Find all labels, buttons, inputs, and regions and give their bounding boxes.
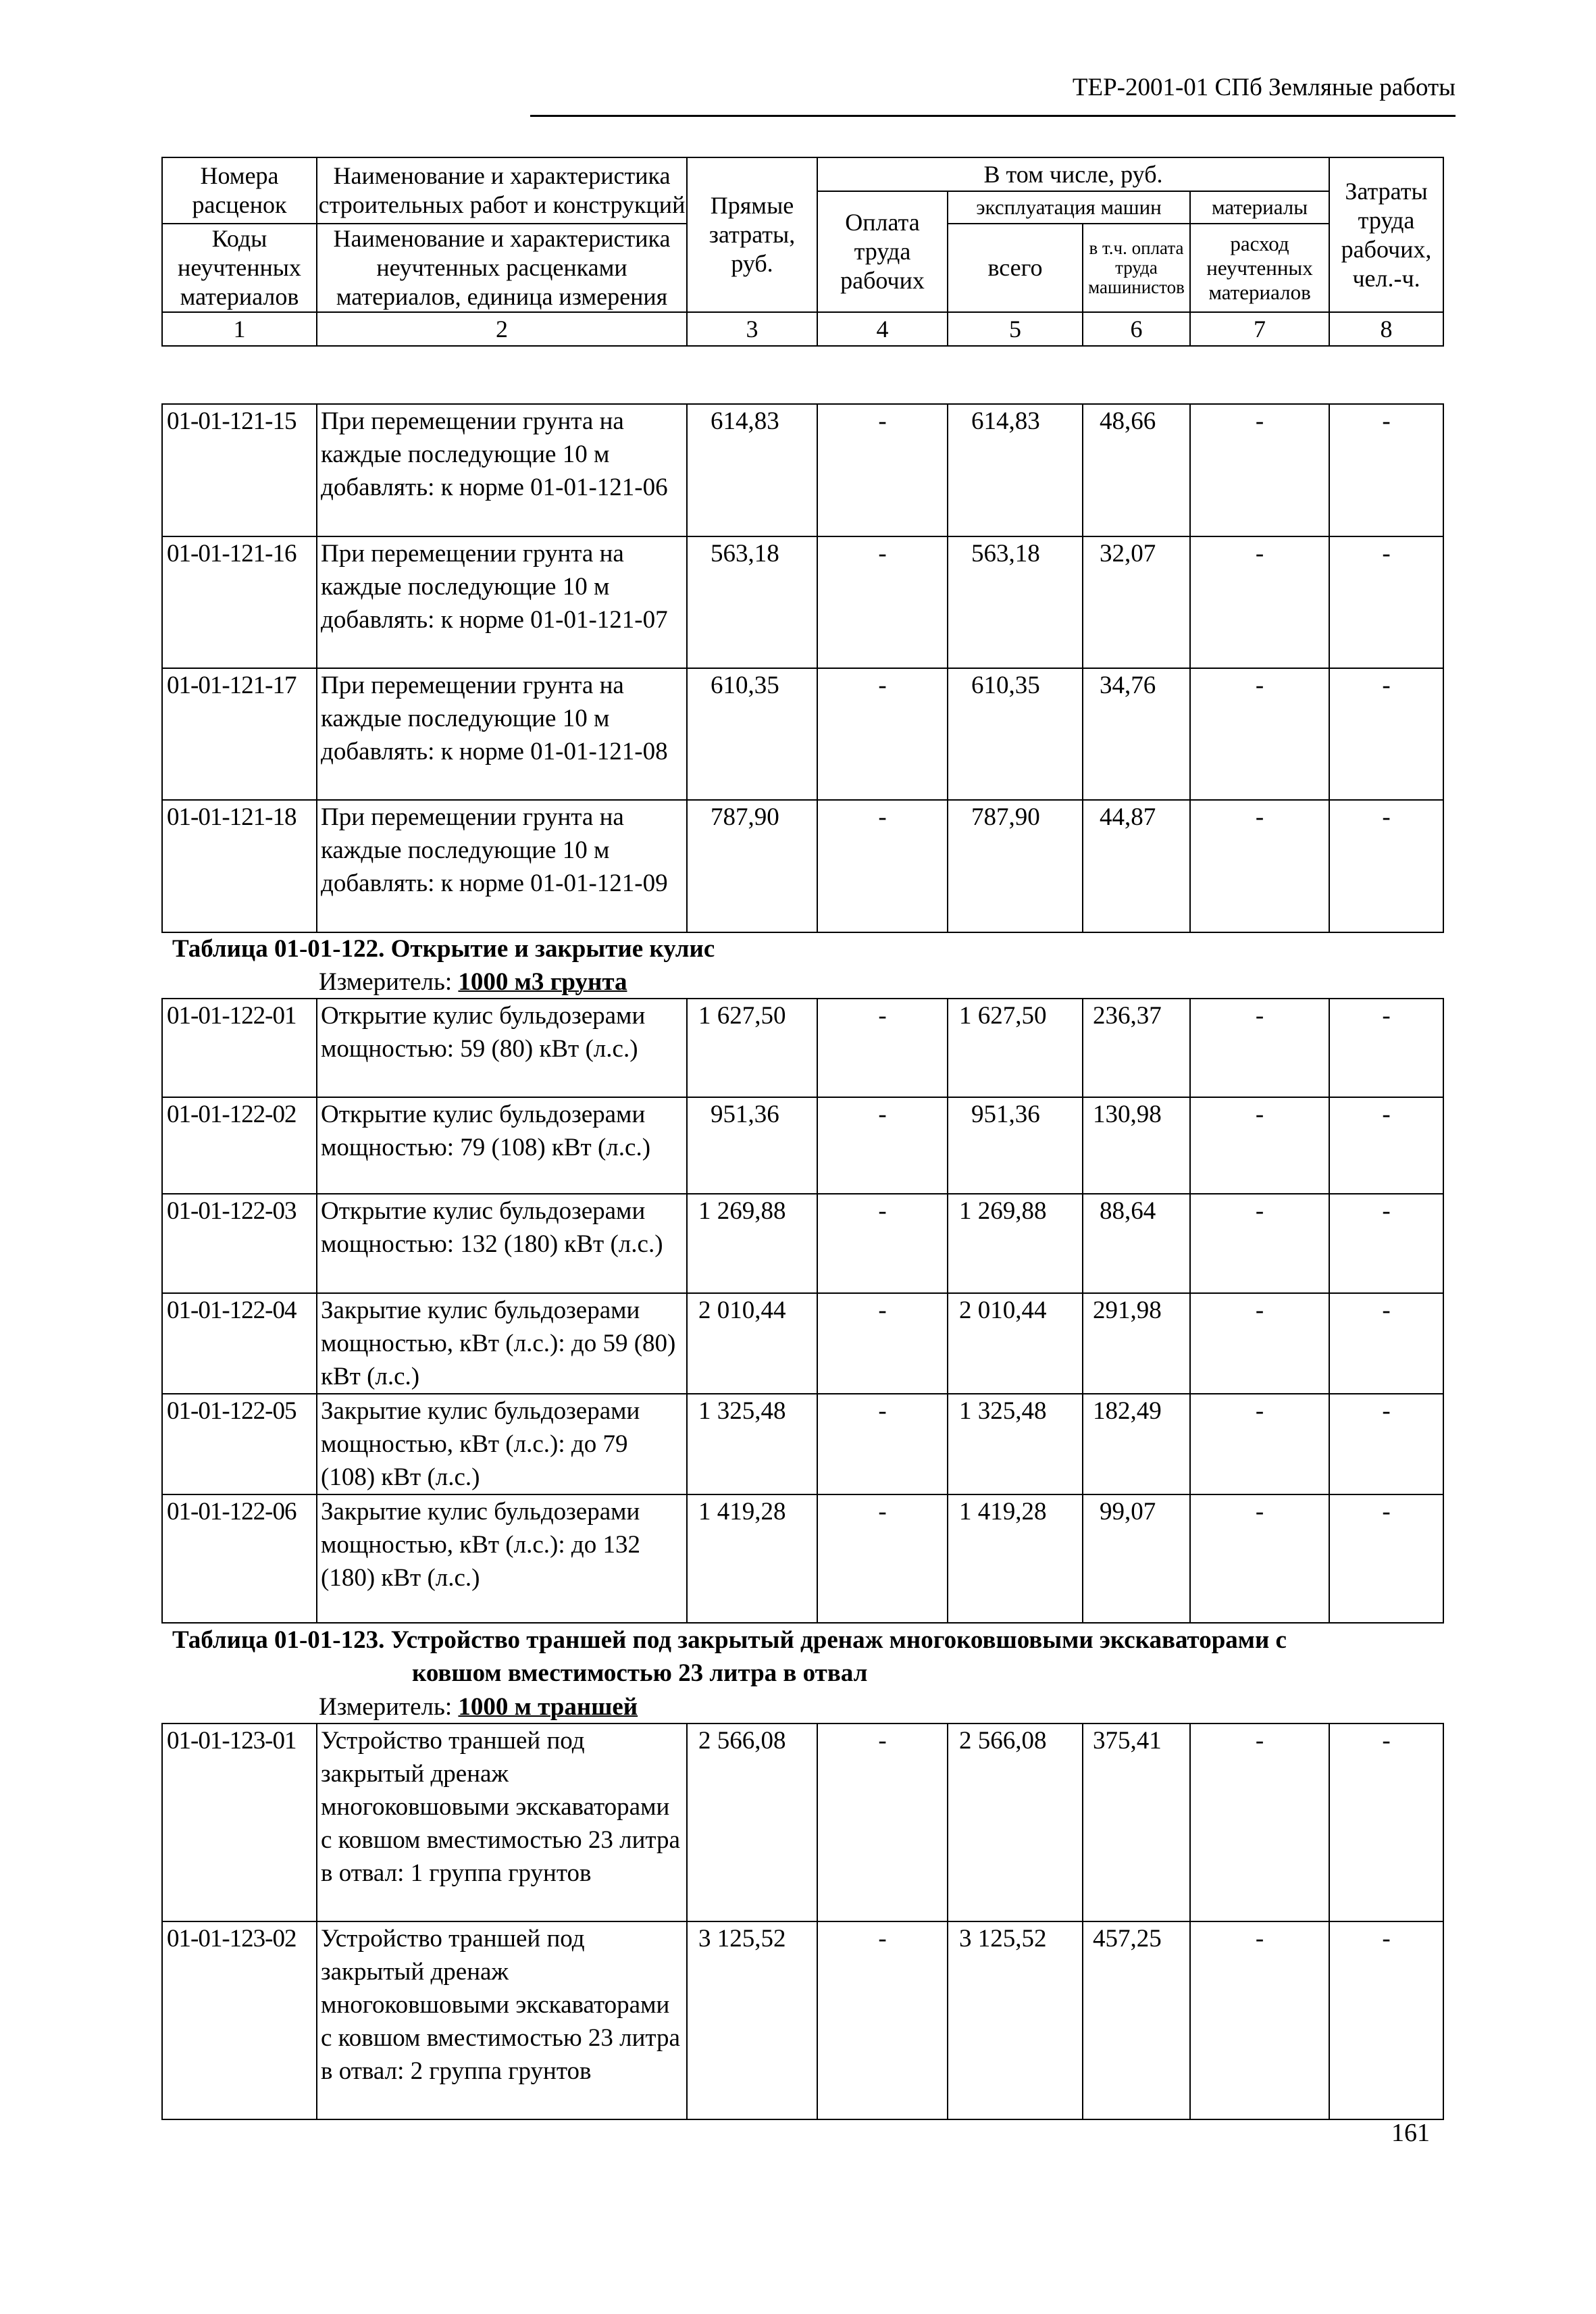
column-number-2: 2 xyxy=(317,312,687,346)
work-description: Закрытие кулис бульдозерами мощностью, кВт (л.с.): до 59 (80) кВт (л.с.) xyxy=(317,1293,687,1394)
labor-pay: - xyxy=(817,800,948,932)
labor-pay: - xyxy=(817,1724,948,1921)
table-row xyxy=(162,999,1443,1097)
column-header-table xyxy=(161,157,1444,347)
machinists-pay: 291,98 xyxy=(1083,1293,1190,1394)
materials-cost: - xyxy=(1190,1293,1329,1394)
labor-hours: - xyxy=(1329,1921,1443,2119)
rate-code: 01-01-121-15 xyxy=(162,404,317,536)
direct-cost: 1 325,48 xyxy=(687,1394,817,1494)
materials-cost: - xyxy=(1190,1097,1329,1194)
labor-hours: - xyxy=(1329,800,1443,932)
work-description: Закрытие кулис бульдозерами мощностью, кВт (л.с.): до 79 (108) кВт (л.с.) xyxy=(317,1394,687,1494)
work-description: При перемещении грунта на каждые последующие 10 м добавлять: к норме 01-01-121-08 xyxy=(317,668,687,800)
materials-cost: - xyxy=(1190,536,1329,668)
rates-table-122 xyxy=(161,998,1444,1624)
col1-bottom-header: Коды неучтенных материалов xyxy=(162,224,317,312)
column-number-3: 3 xyxy=(687,312,817,346)
table-122-measure xyxy=(319,967,627,997)
included-group-header: В том числе, руб. xyxy=(817,157,1329,191)
column-number-6: 6 xyxy=(1083,312,1190,346)
labor-hours: - xyxy=(1329,1097,1443,1194)
labor-pay: - xyxy=(817,1494,948,1623)
machines-total: 2 010,44 xyxy=(948,1293,1083,1394)
column-number-4: 4 xyxy=(817,312,948,346)
column-number-1: 1 xyxy=(162,312,317,346)
labor-pay: - xyxy=(817,1394,948,1494)
col3-header: Прямые затраты, руб. xyxy=(687,157,817,312)
direct-cost: 563,18 xyxy=(687,536,817,668)
direct-cost: 787,90 xyxy=(687,800,817,932)
table-122-title: Таблица 01-01-122. Открытие и закрытие кулис xyxy=(172,935,715,963)
machinists-pay: 375,41 xyxy=(1083,1724,1190,1921)
direct-cost: 3 125,52 xyxy=(687,1921,817,2119)
rate-code: 01-01-123-02 xyxy=(162,1921,317,2119)
rate-code: 01-01-122-01 xyxy=(162,999,317,1097)
labor-hours: - xyxy=(1329,999,1443,1097)
machines-total: 951,36 xyxy=(948,1097,1083,1194)
materials-cost: - xyxy=(1190,800,1329,932)
column-number-5: 5 xyxy=(948,312,1083,346)
labor-pay: - xyxy=(817,1097,948,1194)
machinists-pay: 130,98 xyxy=(1083,1097,1190,1194)
materials-cost: - xyxy=(1190,1724,1329,1921)
table-row xyxy=(162,1494,1443,1623)
labor-pay: - xyxy=(817,1293,948,1394)
rates-table-123 xyxy=(161,1723,1444,2120)
table-123-title-line1: Таблица 01-01-123. Устройство траншей под закрытый дренаж многоковшовыми экскаваторами с xyxy=(172,1626,1287,1654)
direct-cost: 1 269,88 xyxy=(687,1194,817,1293)
col4-header: Оплата труда рабочих xyxy=(817,191,948,312)
rate-code: 01-01-122-05 xyxy=(162,1394,317,1494)
measure-value: 1000 м траншей xyxy=(458,1693,638,1721)
work-description: Открытие кулис бульдозерами мощностью: 132 (180) кВт (л.с.) xyxy=(317,1194,687,1293)
direct-cost: 1 627,50 xyxy=(687,999,817,1097)
rate-code: 01-01-122-02 xyxy=(162,1097,317,1194)
machines-total: 787,90 xyxy=(948,800,1083,932)
labor-pay: - xyxy=(817,1921,948,2119)
page-number: 161 xyxy=(1391,2119,1430,2147)
rate-code: 01-01-123-01 xyxy=(162,1724,317,1921)
table-row xyxy=(162,404,1443,536)
table-row xyxy=(162,1293,1443,1394)
work-description: При перемещении грунта на каждые последующие 10 м добавлять: к норме 01-01-121-06 xyxy=(317,404,687,536)
work-description: Устройство траншей под закрытый дренаж многоковшовыми экскаваторами с ковшом вместимостью 23 литра в отвал: 1 группа грунтов xyxy=(317,1724,687,1921)
labor-pay: - xyxy=(817,404,948,536)
col2-top-header: Наименование и характеристика строительных работ и конструкций xyxy=(317,157,687,224)
rate-code: 01-01-122-04 xyxy=(162,1293,317,1394)
table-row xyxy=(162,800,1443,932)
rate-code: 01-01-122-06 xyxy=(162,1494,317,1623)
machines-total: 563,18 xyxy=(948,536,1083,668)
labor-hours: - xyxy=(1329,1293,1443,1394)
labor-hours: - xyxy=(1329,536,1443,668)
machinists-pay: 236,37 xyxy=(1083,999,1190,1097)
rates-table-121 xyxy=(161,403,1444,933)
column-number-8: 8 xyxy=(1329,312,1443,346)
col7-header: расход неучтенных материалов xyxy=(1190,224,1329,312)
table-row xyxy=(162,1724,1443,1921)
direct-cost: 610,35 xyxy=(687,668,817,800)
machinists-pay: 457,25 xyxy=(1083,1921,1190,2119)
direct-cost: 2 566,08 xyxy=(687,1724,817,1921)
labor-hours: - xyxy=(1329,1724,1443,1921)
work-description: Закрытие кулис бульдозерами мощностью, кВт (л.с.): до 132 (180) кВт (л.с.) xyxy=(317,1494,687,1623)
machines-total: 1 419,28 xyxy=(948,1494,1083,1623)
work-description: Открытие кулис бульдозерами мощностью: 79 (108) кВт (л.с.) xyxy=(317,1097,687,1194)
machinists-pay: 32,07 xyxy=(1083,536,1190,668)
running-title: ТЕР-2001-01 СПб Земляные работы xyxy=(1072,74,1456,101)
materials-cost: - xyxy=(1190,668,1329,800)
machines-total: 3 125,52 xyxy=(948,1921,1083,2119)
table-row xyxy=(162,1394,1443,1494)
labor-hours: - xyxy=(1329,1494,1443,1623)
materials-group-header: материалы xyxy=(1190,191,1329,224)
measure-label: Измеритель: xyxy=(319,1693,453,1721)
col2-bottom-header: Наименование и характеристика неучтенных расценками материалов, единица измерения xyxy=(317,224,687,312)
direct-cost: 614,83 xyxy=(687,404,817,536)
table-row xyxy=(162,1097,1443,1194)
col1-top-header: Номера расценок xyxy=(162,157,317,224)
work-description: При перемещении грунта на каждые последующие 10 м добавлять: к норме 01-01-121-07 xyxy=(317,536,687,668)
machinists-pay: 34,76 xyxy=(1083,668,1190,800)
machinists-pay: 88,64 xyxy=(1083,1194,1190,1293)
measure-value: 1000 м3 грунта xyxy=(458,968,627,996)
materials-cost: - xyxy=(1190,1494,1329,1623)
labor-pay: - xyxy=(817,668,948,800)
materials-cost: - xyxy=(1190,404,1329,536)
materials-cost: - xyxy=(1190,1921,1329,2119)
work-description: Открытие кулис бульдозерами мощностью: 59 (80) кВт (л.с.) xyxy=(317,999,687,1097)
machines-total: 1 627,50 xyxy=(948,999,1083,1097)
materials-cost: - xyxy=(1190,1194,1329,1293)
col6-header: в т.ч. оплата труда машинистов xyxy=(1083,224,1190,312)
machines-total: 610,35 xyxy=(948,668,1083,800)
materials-cost: - xyxy=(1190,999,1329,1097)
rate-code: 01-01-121-18 xyxy=(162,800,317,932)
rate-code: 01-01-122-03 xyxy=(162,1194,317,1293)
machinists-pay: 99,07 xyxy=(1083,1494,1190,1623)
table-row xyxy=(162,1921,1443,2119)
materials-cost: - xyxy=(1190,1394,1329,1494)
table-123-measure xyxy=(319,1692,638,1721)
machinists-pay: 44,87 xyxy=(1083,800,1190,932)
labor-pay: - xyxy=(817,999,948,1097)
table-row xyxy=(162,536,1443,668)
machines-total: 1 269,88 xyxy=(948,1194,1083,1293)
table-123-title-line2: ковшом вместимостью 23 литра в отвал xyxy=(412,1659,868,1687)
machinists-pay: 182,49 xyxy=(1083,1394,1190,1494)
work-description: Устройство траншей под закрытый дренаж многоковшовыми экскаваторами с ковшом вместимостью 23 литра в отвал: 2 группа грунтов xyxy=(317,1921,687,2119)
direct-cost: 2 010,44 xyxy=(687,1293,817,1394)
labor-hours: - xyxy=(1329,1194,1443,1293)
labor-hours: - xyxy=(1329,404,1443,536)
labor-pay: - xyxy=(817,1194,948,1293)
table-row xyxy=(162,668,1443,800)
machines-total: 2 566,08 xyxy=(948,1724,1083,1921)
machines-total: 1 325,48 xyxy=(948,1394,1083,1494)
table-row xyxy=(162,1194,1443,1293)
col8-header: Затраты труда рабочих, чел.-ч. xyxy=(1329,157,1443,312)
column-number-7: 7 xyxy=(1190,312,1329,346)
col5-header: всего xyxy=(948,224,1083,312)
labor-pay: - xyxy=(817,536,948,668)
labor-hours: - xyxy=(1329,1394,1443,1494)
rate-code: 01-01-121-16 xyxy=(162,536,317,668)
direct-cost: 1 419,28 xyxy=(687,1494,817,1623)
header-rule xyxy=(530,115,1456,117)
machines-group-header: эксплуатация машин xyxy=(948,191,1190,224)
work-description: При перемещении грунта на каждые последующие 10 м добавлять: к норме 01-01-121-09 xyxy=(317,800,687,932)
measure-label: Измеритель: xyxy=(319,968,453,996)
machinists-pay: 48,66 xyxy=(1083,404,1190,536)
machines-total: 614,83 xyxy=(948,404,1083,536)
direct-cost: 951,36 xyxy=(687,1097,817,1194)
rate-code: 01-01-121-17 xyxy=(162,668,317,800)
labor-hours: - xyxy=(1329,668,1443,800)
